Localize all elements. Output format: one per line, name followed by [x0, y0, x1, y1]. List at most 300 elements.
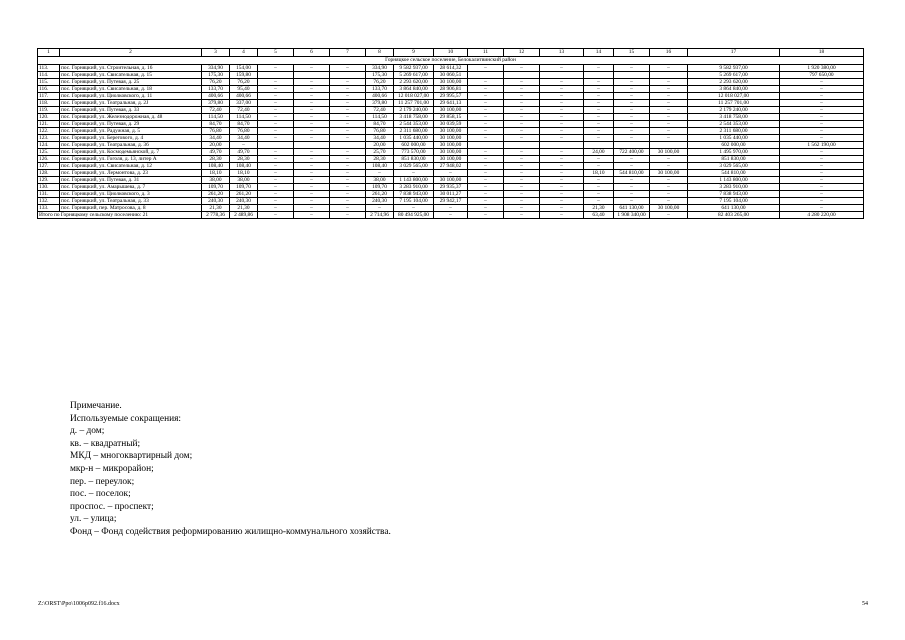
table-cell: –	[584, 107, 614, 114]
table-cell: 2 544 353,00	[688, 121, 780, 128]
table-cell: 5 269 617,00	[394, 72, 434, 79]
table-cell: –	[614, 191, 650, 198]
table-cell: –	[650, 177, 688, 184]
table-row	[38, 100, 864, 107]
table-cell: 76,20	[230, 79, 258, 86]
table-cell: 1 035 440,00	[688, 135, 780, 142]
table-cell: –	[614, 128, 650, 135]
table-cell: 27 948,02	[434, 163, 468, 170]
table-cell: 641 130,00	[614, 205, 650, 212]
table-cell: –	[584, 184, 614, 191]
abbreviation-item: мкр-н – микрорайон;	[70, 463, 154, 474]
table-cell: –	[584, 79, 614, 86]
table-cell: 114,50	[366, 114, 394, 121]
table-cell	[468, 142, 504, 149]
table-cell: 84,70	[202, 121, 230, 128]
table-cell: 30 100,00	[434, 149, 468, 156]
table-cell: –	[780, 191, 864, 198]
table-cell: 3 029 565,00	[394, 163, 434, 170]
table-cell	[540, 142, 584, 149]
table-cell: –	[258, 79, 294, 86]
table-cell: 115.	[38, 79, 60, 86]
table-cell	[650, 72, 688, 79]
table-cell: 128.	[38, 170, 60, 177]
table-cell: 30 100,00	[434, 142, 468, 149]
table-cell: –	[504, 100, 540, 107]
table-cell: –	[504, 65, 540, 72]
table-cell: –	[584, 135, 614, 142]
table-cell: 29 942,17	[434, 198, 468, 205]
table-cell: 122.	[38, 128, 60, 135]
table-cell: 1 920 380,00	[780, 65, 864, 72]
table-cell: –	[650, 163, 688, 170]
table-row	[38, 93, 864, 100]
table-cell: –	[540, 198, 584, 205]
address-cell: пос. Горняцкий, ул. Циолковского, д. 3	[60, 191, 202, 198]
table-cell: –	[614, 114, 650, 121]
table-row	[38, 114, 864, 121]
table-cell: 30 060,51	[434, 72, 468, 79]
table-cell: –	[504, 191, 540, 198]
table-cell: –	[330, 205, 366, 212]
table-cell: –	[468, 100, 504, 107]
table-cell: 5 269 617,00	[688, 72, 780, 79]
table-cell: 2 311 680,00	[394, 128, 434, 135]
table-cell: 108,40	[366, 163, 394, 170]
table-cell: 34,40	[202, 135, 230, 142]
table-cell	[504, 72, 540, 79]
address-cell: пос. Горняцкий, ул. Космодемьянской, д. 7	[60, 149, 202, 156]
table-cell: –	[614, 184, 650, 191]
column-number: 11	[468, 49, 504, 57]
column-number: 13	[540, 49, 584, 57]
table-cell: 2 179 240,00	[394, 107, 434, 114]
table-row	[38, 149, 864, 156]
table-cell	[614, 142, 650, 149]
table-cell: 1 035 440,00	[394, 135, 434, 142]
table-cell: –	[294, 156, 330, 163]
table-cell: –	[434, 170, 468, 177]
table-cell: 30 100,00	[434, 79, 468, 86]
table-cell: –	[650, 184, 688, 191]
column-number: 16	[650, 49, 688, 57]
table-cell: –	[394, 205, 434, 212]
table-cell: 3 864 840,00	[394, 86, 434, 93]
table-cell: –	[504, 107, 540, 114]
table-cell: –	[330, 135, 366, 142]
table-cell: –	[504, 93, 540, 100]
table-row	[38, 163, 864, 170]
table-cell: 109,70	[202, 184, 230, 191]
housing-register-table	[37, 48, 864, 219]
table-cell: 154,00	[230, 65, 258, 72]
table-cell: 76,80	[366, 128, 394, 135]
table-cell: –	[468, 184, 504, 191]
table-cell: 7 838 943,00	[688, 191, 780, 198]
table-cell: –	[468, 135, 504, 142]
table-cell: 1 143 800,00	[394, 177, 434, 184]
table-cell	[258, 72, 294, 79]
table-cell: –	[294, 135, 330, 142]
table-cell: –	[258, 170, 294, 177]
address-cell: пос. Горняцкий, ул. Театральная, д. 33	[60, 198, 202, 205]
table-cell: 773 570,00	[394, 149, 434, 156]
table-cell: 127.	[38, 163, 60, 170]
table-cell: 30 100,00	[650, 170, 688, 177]
table-cell: 29 858,15	[434, 114, 468, 121]
table-cell: 121.	[38, 121, 60, 128]
table-cell: –	[468, 114, 504, 121]
total-label: Итого по Горняцкому сельскому поселению: 21	[38, 212, 202, 219]
column-number: 5	[258, 49, 294, 57]
table-cell: –	[584, 156, 614, 163]
table-cell: –	[650, 93, 688, 100]
table-cell: 28 906,81	[434, 86, 468, 93]
table-cell: 114,50	[202, 114, 230, 121]
table-cell: 30 100,00	[434, 156, 468, 163]
table-cell: 18,10	[584, 170, 614, 177]
table-cell: 7 195 104,00	[394, 198, 434, 205]
table-cell: –	[780, 205, 864, 212]
total-cell: –	[258, 212, 294, 219]
column-number: 17	[688, 49, 780, 57]
table-cell: –	[584, 177, 614, 184]
table-cell: –	[258, 135, 294, 142]
table-cell: 544 810,00	[614, 170, 650, 177]
table-cell: –	[780, 107, 864, 114]
table-cell: 261,20	[366, 191, 394, 198]
table-cell: 24,00	[584, 149, 614, 156]
table-cell: –	[540, 100, 584, 107]
total-cell: –	[650, 212, 688, 219]
table-cell: –	[330, 107, 366, 114]
table-cell: –	[468, 191, 504, 198]
table-cell: 379,80	[366, 100, 394, 107]
address-cell: пос. Горняцкий, ул. Свисательная, д. 12	[60, 163, 202, 170]
table-cell: 334,90	[202, 65, 230, 72]
total-cell: 82 403 265,00	[688, 212, 780, 219]
column-number: 10	[434, 49, 468, 57]
table-cell: 722 400,00	[614, 149, 650, 156]
table-cell: –	[650, 100, 688, 107]
table-cell	[468, 72, 504, 79]
table-cell: 130.	[38, 184, 60, 191]
table-cell: 117.	[38, 93, 60, 100]
table-cell: 851 830,00	[688, 156, 780, 163]
table-cell: –	[258, 86, 294, 93]
table-cell: –	[650, 156, 688, 163]
table-cell: –	[614, 93, 650, 100]
table-cell: 133,70	[202, 86, 230, 93]
table-cell: 2 293 620,00	[688, 79, 780, 86]
total-cell: –	[294, 212, 330, 219]
table-row	[38, 184, 864, 191]
table-cell: 2 311 680,00	[688, 128, 780, 135]
table-cell: 76,20	[366, 79, 394, 86]
table-cell: 240,30	[230, 198, 258, 205]
abbreviation-item: пос. – поселок;	[70, 489, 131, 500]
table-cell: 20,00	[366, 142, 394, 149]
address-cell: пос. Горняцкий, ул. Гоголя, д. 13, литер А	[60, 156, 202, 163]
register-sheet	[37, 48, 863, 219]
table-cell: –	[294, 114, 330, 121]
table-cell: –	[584, 121, 614, 128]
footer-file-path: Z:\ORST\Ppo\1006p092.f16.docx	[38, 601, 120, 607]
table-cell: 334,90	[366, 65, 394, 72]
table-cell: –	[614, 107, 650, 114]
table-cell	[330, 72, 366, 79]
table-row	[38, 72, 864, 79]
table-cell: –	[540, 156, 584, 163]
table-cell: 116.	[38, 86, 60, 93]
address-cell: пос. Горняцкий, ул. Путевая, д. 29	[60, 121, 202, 128]
table-cell: –	[504, 114, 540, 121]
table-cell: –	[650, 135, 688, 142]
table-cell: –	[468, 79, 504, 86]
table-cell: 38,00	[202, 177, 230, 184]
table-cell	[584, 72, 614, 79]
table-cell: –	[540, 205, 584, 212]
table-row	[38, 142, 864, 149]
address-cell: пос. Горняцкий, ул. Путевая, д. 33	[60, 107, 202, 114]
table-cell: –	[294, 93, 330, 100]
table-cell: –	[614, 121, 650, 128]
table-cell: –	[540, 79, 584, 86]
table-row	[38, 128, 864, 135]
table-cell: –	[330, 100, 366, 107]
address-cell: пос. Горняцкий, ул. Свисательная, д. 15	[60, 72, 202, 79]
table-cell: –	[330, 170, 366, 177]
table-cell: –	[294, 205, 330, 212]
table-cell: 132.	[38, 198, 60, 205]
table-cell: 76,80	[202, 128, 230, 135]
table-cell: –	[504, 184, 540, 191]
table-cell: –	[258, 163, 294, 170]
table-cell: –	[584, 128, 614, 135]
table-cell: –	[614, 86, 650, 93]
address-cell: пос. Горняцкий, ул. Циолковского, д. 11	[60, 93, 202, 100]
table-cell: 126.	[38, 156, 60, 163]
table-cell: –	[780, 149, 864, 156]
table-cell: 159,80	[230, 72, 258, 79]
table-cell: –	[780, 163, 864, 170]
table-cell: 3 864 840,00	[688, 86, 780, 93]
table-cell: –	[650, 114, 688, 121]
table-cell: 175,30	[202, 72, 230, 79]
table-cell: –	[504, 135, 540, 142]
table-cell: –	[650, 198, 688, 205]
table-cell: –	[294, 79, 330, 86]
table-cell: 108,40	[202, 163, 230, 170]
table-cell: 34,40	[366, 135, 394, 142]
table-cell: –	[258, 114, 294, 121]
table-cell: –	[780, 170, 864, 177]
table-cell: 120.	[38, 114, 60, 121]
table-cell: 21,30	[584, 205, 614, 212]
table-cell: 129.	[38, 177, 60, 184]
table-cell: –	[468, 65, 504, 72]
table-cell: –	[468, 149, 504, 156]
notes-intro: Используемые сокращения:	[70, 413, 182, 424]
abbreviation-item: д. – дом;	[70, 426, 105, 437]
table-cell: –	[330, 191, 366, 198]
table-cell	[330, 142, 366, 149]
table-cell	[614, 72, 650, 79]
table-cell: –	[330, 128, 366, 135]
address-cell: пос. Горняцкий, ул. Театральная, д. 36	[60, 142, 202, 149]
table-cell: –	[258, 128, 294, 135]
table-cell: 261,20	[202, 191, 230, 198]
table-cell: –	[294, 86, 330, 93]
table-cell: –	[650, 65, 688, 72]
table-cell: 30 100,00	[434, 128, 468, 135]
table-cell: 641 130,00	[688, 205, 780, 212]
abbreviation-item: кв. – квадратный;	[70, 438, 141, 449]
table-cell: 240,30	[366, 198, 394, 205]
table-cell: –	[330, 149, 366, 156]
table-row	[38, 86, 864, 93]
address-cell: пос. Горняцкий, ул. Радужная, д. 5	[60, 128, 202, 135]
table-cell: –	[614, 135, 650, 142]
column-number-row	[38, 49, 864, 57]
table-cell: –	[584, 191, 614, 198]
table-cell: –	[540, 93, 584, 100]
table-cell: –	[540, 163, 584, 170]
total-cell: 80 494 925,00	[394, 212, 434, 219]
page-number: 54	[862, 601, 868, 607]
table-cell: –	[330, 86, 366, 93]
table-cell: 30 100,00	[434, 177, 468, 184]
column-number: 1	[38, 49, 60, 57]
table-row	[38, 198, 864, 205]
table-cell: 118.	[38, 100, 60, 107]
column-number: 14	[584, 49, 614, 57]
address-cell: пос. Горняцкий, ул. Железнодорожная, д. 48	[60, 114, 202, 121]
total-cell: 1 908 340,00	[614, 212, 650, 219]
total-row	[38, 212, 864, 219]
table-cell: –	[614, 163, 650, 170]
table-cell: 29 935,37	[434, 184, 468, 191]
table-cell: –	[780, 79, 864, 86]
table-cell: 28,30	[230, 156, 258, 163]
table-cell: 2 293 620,00	[394, 79, 434, 86]
table-cell: –	[468, 205, 504, 212]
table-cell: 108,40	[230, 163, 258, 170]
table-cell: –	[504, 128, 540, 135]
table-cell: –	[584, 100, 614, 107]
table-cell: 95,40	[230, 86, 258, 93]
abbreviation-item: ул. – улица;	[70, 514, 117, 525]
column-number: 12	[504, 49, 540, 57]
table-cell: 400,66	[230, 93, 258, 100]
table-cell: 72,40	[230, 107, 258, 114]
table-cell: –	[614, 100, 650, 107]
table-row	[38, 177, 864, 184]
table-cell: 29 641,13	[434, 100, 468, 107]
table-cell: –	[258, 93, 294, 100]
table-cell: 131.	[38, 191, 60, 198]
table-cell: 20,00	[202, 142, 230, 149]
total-cell: 63,40	[584, 212, 614, 219]
address-cell: пос. Горняцкий, ул. Строительная, д. 16	[60, 65, 202, 72]
table-cell: 123.	[38, 135, 60, 142]
table-cell: 1 495 970,00	[688, 149, 780, 156]
table-cell: 175,30	[366, 72, 394, 79]
column-number: 4	[230, 49, 258, 57]
table-row	[38, 170, 864, 177]
table-cell: –	[468, 93, 504, 100]
table-cell: 3 418 758,00	[394, 114, 434, 121]
table-cell: –	[540, 177, 584, 184]
table-cell: 3 283 910,00	[394, 184, 434, 191]
table-cell: 49,70	[230, 149, 258, 156]
table-row	[38, 156, 864, 163]
table-cell: –	[258, 65, 294, 72]
table-cell: –	[584, 114, 614, 121]
table-cell: –	[780, 93, 864, 100]
table-cell: 11 257 701,00	[394, 100, 434, 107]
table-cell	[540, 72, 584, 79]
total-cell: –	[504, 212, 540, 219]
table-cell: –	[258, 149, 294, 156]
table-cell: 72,40	[202, 107, 230, 114]
table-cell: –	[504, 198, 540, 205]
table-cell: –	[504, 205, 540, 212]
table-cell: 114,50	[230, 114, 258, 121]
table-cell: –	[540, 128, 584, 135]
table-cell: –	[330, 177, 366, 184]
table-cell: –	[294, 198, 330, 205]
table-cell: –	[330, 184, 366, 191]
table-cell: 1 562 190,00	[780, 142, 864, 149]
table-cell: –	[468, 121, 504, 128]
column-number: 9	[394, 49, 434, 57]
table-cell: –	[650, 128, 688, 135]
table-cell: –	[258, 191, 294, 198]
table-cell: –	[394, 170, 434, 177]
table-cell: 30 100,00	[434, 107, 468, 114]
table-cell: 3 418 758,00	[688, 114, 780, 121]
table-cell: 12 018 027,00	[688, 93, 780, 100]
table-row	[38, 205, 864, 212]
table-cell: –	[584, 163, 614, 170]
total-cell: 2 714,96	[366, 212, 394, 219]
table-cell: 30 100,00	[650, 205, 688, 212]
total-cell: –	[468, 212, 504, 219]
table-cell: 119.	[38, 107, 60, 114]
table-cell: –	[650, 86, 688, 93]
table-cell: –	[258, 184, 294, 191]
table-cell: –	[294, 163, 330, 170]
table-cell: –	[366, 205, 394, 212]
address-cell: пос. Горняцкий, ул. Свисательная, д. 18	[60, 86, 202, 93]
table-cell: 797 650,00	[780, 72, 864, 79]
table-row	[38, 107, 864, 114]
table-cell: –	[540, 184, 584, 191]
table-cell: –	[294, 107, 330, 114]
column-number: 15	[614, 49, 650, 57]
table-cell: –	[780, 114, 864, 121]
table-cell: 544 810,00	[688, 170, 780, 177]
table-cell: 3 283 910,00	[688, 184, 780, 191]
table-cell: 113.	[38, 65, 60, 72]
table-cell: 30 100,00	[434, 135, 468, 142]
table-cell: –	[258, 121, 294, 128]
table-cell: 28,30	[202, 156, 230, 163]
table-cell: 38,00	[366, 177, 394, 184]
table-cell: –	[294, 100, 330, 107]
table-cell: –	[504, 170, 540, 177]
